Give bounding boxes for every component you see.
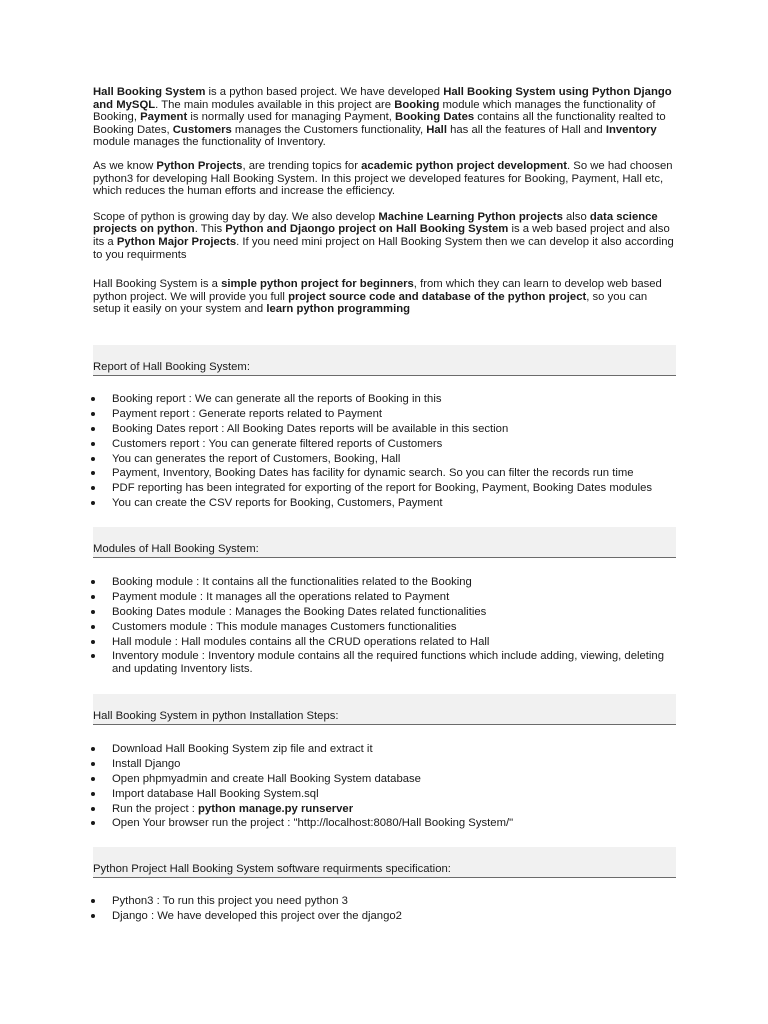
section-title: Modules of Hall Booking System: bbox=[93, 543, 259, 555]
section-header-modules bbox=[93, 527, 676, 558]
bold-text-run: Machine Learning Python projects bbox=[378, 210, 563, 223]
section-header-requirements bbox=[93, 847, 676, 878]
bold-text-run: Booking Dates bbox=[395, 111, 475, 124]
section-header-report bbox=[93, 345, 676, 376]
text-run: is normally used for managing Payment, bbox=[187, 111, 396, 124]
list-item: Django : We have developed this project over the django2 bbox=[93, 910, 676, 923]
text-run: module manages the functionality of Inventory. bbox=[93, 136, 326, 149]
text-run: also bbox=[562, 210, 590, 223]
list-item: Open phpmyadmin and create Hall Booking System database bbox=[93, 773, 676, 786]
text-run: . The main modules available in this project are bbox=[155, 98, 395, 111]
text-run: . This bbox=[194, 223, 226, 236]
list-item: Payment module : It manages all the operations related to Payment bbox=[93, 591, 676, 604]
list-item: Booking report : We can generate all the reports of Booking in this bbox=[93, 393, 676, 406]
list-item: You can create the CSV reports for Booking, Customers, Payment bbox=[93, 497, 676, 510]
bold-text-run: Python Major Projects bbox=[116, 235, 237, 248]
bold-text-run: Inventory bbox=[605, 123, 657, 136]
intro-paragraphs bbox=[93, 86, 676, 316]
list-item: Booking module : It contains all the functionalities related to the Booking bbox=[93, 576, 676, 589]
list-item: Import database Hall Booking System.sql bbox=[93, 788, 676, 801]
bold-text-run: Hall bbox=[426, 123, 447, 136]
bold-text-run: Booking bbox=[394, 98, 440, 111]
section-title: Hall Booking System in python Installation Steps: bbox=[93, 710, 339, 722]
report-list bbox=[93, 393, 676, 512]
section-title: Report of Hall Booking System: bbox=[93, 361, 250, 373]
intro-paragraph-2 bbox=[93, 160, 676, 198]
bold-text-run: Hall Booking System using Python Django and MySQL bbox=[93, 86, 672, 111]
text-run: has all the features of Hall and bbox=[446, 123, 606, 136]
requirements-list bbox=[93, 895, 676, 925]
list-item: Payment report : Generate reports related to Payment bbox=[93, 408, 676, 421]
text-run: module which manages the functionality of Booking, bbox=[93, 98, 656, 124]
text-run: , from which they can learn to develop web based python project. We will provide you full bbox=[93, 278, 662, 303]
bold-text-run: data science projects on python bbox=[93, 210, 658, 236]
section-header-installation bbox=[93, 694, 676, 725]
list-item: Customers module : This module manages Customers functionalities bbox=[93, 621, 676, 634]
intro-paragraph-4 bbox=[93, 278, 676, 316]
bold-text-run: Payment bbox=[140, 111, 188, 124]
section-title: Python Project Hall Booking System software requirments specification: bbox=[93, 863, 451, 875]
bold-text-run: Customers bbox=[172, 123, 232, 136]
list-item: Customers report : You can generate filtered reports of Customers bbox=[93, 438, 676, 451]
text-run: , are trending topics for bbox=[242, 159, 362, 172]
list-item: Download Hall Booking System zip file and extract it bbox=[93, 743, 676, 756]
list-item: Booking Dates report : All Booking Dates reports will be available in this section bbox=[93, 423, 676, 436]
text-run: , so you can setup it easily on your system and bbox=[93, 290, 648, 316]
intro-paragraph-1 bbox=[93, 86, 676, 149]
bold-text-run: Hall Booking System bbox=[93, 86, 206, 98]
text-run: As we know bbox=[93, 159, 157, 172]
list-item: Inventory module : Inventory module contains all the required functions which include adding, viewing, deleting and updating Inventory lists. bbox=[93, 650, 676, 675]
text-run: . If you need mini project on Hall Booking System then we can develop it also according to you requirments bbox=[93, 235, 674, 261]
intro-paragraph-3 bbox=[93, 211, 676, 261]
bold-text-run: project source code and database of the python project bbox=[288, 290, 587, 303]
bold-text-run: learn python programming bbox=[266, 303, 411, 316]
text-run: Hall Booking System is a bbox=[93, 278, 222, 291]
run-step-label: Run the project : bbox=[112, 802, 199, 815]
list-item: Open Your browser run the project : "http://localhost:8080/Hall Booking System/" bbox=[93, 817, 676, 830]
run-command: python manage.py runserver bbox=[198, 802, 354, 815]
text-run: contains all the functionality realted to Booking Dates, bbox=[93, 111, 666, 136]
text-run: is a python based project. We have developed bbox=[205, 86, 444, 98]
list-item: Booking Dates module : Manages the Booking Dates related functionalities bbox=[93, 606, 676, 619]
bold-text-run: Python Projects bbox=[156, 159, 243, 172]
bold-text-run: academic python project development bbox=[361, 159, 568, 172]
text-run: Scope of python is growing day by day. We also develop bbox=[93, 210, 379, 223]
list-item: Python3 : To run this project you need python 3 bbox=[93, 895, 676, 908]
list-item: Hall module : Hall modules contains all the CRUD operations related to Hall bbox=[93, 636, 676, 649]
modules-list bbox=[93, 576, 676, 678]
bold-text-run: simple python project for beginners bbox=[221, 278, 414, 291]
run-project-step bbox=[93, 803, 676, 816]
text-run: is a web based project and also its a bbox=[93, 223, 670, 248]
text-run: . So we had choosen python3 for developing Hall Booking System. In this project we developed features for Booking, Payment, Hall etc, which reduces the human efforts and increase the efficiency. bbox=[93, 159, 673, 198]
list-item: Payment, Inventory, Booking Dates has facility for dynamic search. So you can filter the records run time bbox=[93, 467, 676, 480]
bold-text-run: Python and Djaongo project on Hall Booking System bbox=[225, 223, 509, 236]
text-run: manages the Customers functionality, bbox=[231, 123, 427, 136]
list-item: PDF reporting has been integrated for exporting of the report for Booking, Payment, Booking Dates modules bbox=[93, 482, 676, 495]
installation-steps-list bbox=[93, 743, 676, 832]
list-item: You can generates the report of Customers, Booking, Hall bbox=[93, 453, 676, 466]
list-item: Install Django bbox=[93, 758, 676, 771]
